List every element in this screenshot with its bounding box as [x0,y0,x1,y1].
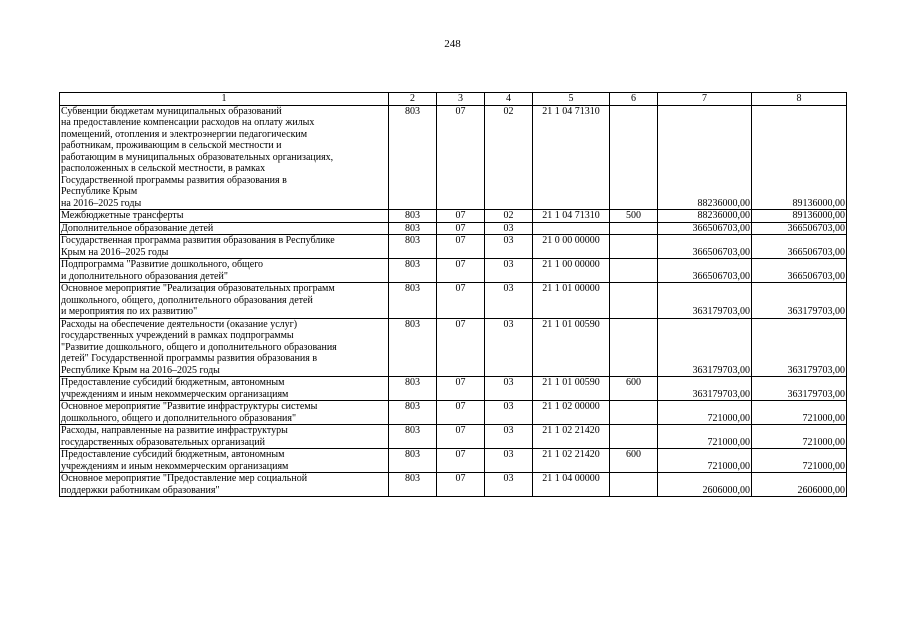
grbs-code-cell: 803 [389,105,437,210]
target-article-cell: 21 0 00 00000 [533,235,610,259]
subsection-code-cell: 03 [485,449,533,473]
row-name-cell [60,318,389,377]
subsection-code-cell: 02 [485,105,533,210]
section-code-cell: 07 [437,473,485,497]
target-article-cell: 21 1 02 00000 [533,401,610,425]
row-name-cell [60,377,389,401]
amount-year1-cell: 366506703,00 [658,235,752,259]
table-row [60,222,847,235]
table-row [60,318,847,377]
target-article-cell: 21 1 04 71310 [533,210,610,223]
section-code-cell: 07 [437,425,485,449]
expense-type-cell: 600 [610,377,658,401]
grbs-code-cell: 803 [389,401,437,425]
row-name-cell [60,473,389,497]
section-code-cell: 07 [437,210,485,223]
table-header-row [60,93,847,106]
table-row [60,401,847,425]
target-article-cell: 21 1 00 00000 [533,259,610,283]
row-name-cell [60,235,389,259]
expense-type-cell [610,235,658,259]
section-code-cell: 07 [437,449,485,473]
grbs-code-cell: 803 [389,473,437,497]
subsection-code-cell: 03 [485,425,533,449]
amount-year1-cell: 88236000,00 [658,105,752,210]
target-article-cell: 21 1 04 00000 [533,473,610,497]
row-name-text: Основное мероприятие "Предоставление мер социальной поддержки работникам образования" [61,473,308,496]
expense-type-cell: 500 [610,210,658,223]
grbs-code-cell: 803 [389,210,437,223]
header-cell: 3 [437,93,485,106]
row-name-text: Субвенции бюджетам муниципальных образований на предоставление компенсации расходов на оплату жилых помещений, отопления и электроэнергии педагогическим работникам, проживающим в сельской местности и работающим в муниципальных образовательных организациях, расположенных в сельской местности, в рамках Государственной программы развития образования в Республике Крым на 2016–2025 годы [61,105,334,209]
row-name-cell [60,222,389,235]
row-name-text: Основное мероприятие "Развитие инфраструктуры системы дошкольного, общего и дополнительного образования" [61,401,318,424]
page-number: 248 [444,38,461,50]
section-code-cell: 07 [437,235,485,259]
subsection-code-cell: 03 [485,473,533,497]
row-name-cell [60,401,389,425]
expense-type-cell [610,259,658,283]
target-article-cell: 21 1 01 00000 [533,283,610,319]
expense-type-cell [610,222,658,235]
row-name-cell [60,259,389,283]
section-code-cell: 07 [437,318,485,377]
row-name-text: Подпрограмма "Развитие дошкольного, общего и дополнительного образования детей" [61,259,264,282]
header-cell: 7 [658,93,752,106]
header-cell: 8 [752,93,847,106]
header-cell: 5 [533,93,610,106]
row-name-text: Предоставление субсидий бюджетным, автономным учреждениям и иным некоммерческим организациям [61,377,289,400]
amount-year2-cell: 2606000,00 [752,473,847,497]
row-name-text: Межбюджетные трансферты [61,210,184,221]
table-row [60,210,847,223]
row-name-text: Предоставление субсидий бюджетным, автономным учреждениям и иным некоммерческим организациям [61,449,289,472]
row-name-cell [60,283,389,319]
table-row [60,449,847,473]
amount-year2-cell: 89136000,00 [752,105,847,210]
budget-table [59,92,847,497]
row-name-text: Основное мероприятие "Реализация образовательных программ дошкольного, общего, дополнительного образования детей и мероприятия по их развитию" [61,283,335,317]
expense-type-cell [610,105,658,210]
grbs-code-cell: 803 [389,259,437,283]
row-name-text: Расходы на обеспечение деятельности (оказание услуг) государственных учреждений в рамках подпрограммы "Развитие дошкольного, общего и дополнительного образования детей" Государственной программы развития образования в Республике Крым на 2016–2025 годы [61,318,337,376]
amount-year1-cell: 363179703,00 [658,283,752,319]
row-name-cell [60,449,389,473]
grbs-code-cell: 803 [389,377,437,401]
section-code-cell: 07 [437,105,485,210]
subsection-code-cell: 03 [485,283,533,319]
amount-year1-cell: 721000,00 [658,449,752,473]
amount-year2-cell: 366506703,00 [752,259,847,283]
subsection-code-cell: 03 [485,401,533,425]
expense-type-cell [610,425,658,449]
amount-year2-cell: 363179703,00 [752,377,847,401]
section-code-cell: 07 [437,283,485,319]
table-row [60,235,847,259]
row-name-cell [60,210,389,223]
subsection-code-cell: 03 [485,377,533,401]
expense-type-cell [610,401,658,425]
amount-year1-cell: 721000,00 [658,425,752,449]
row-name-text: Государственная программа развития образования в Республике Крым на 2016–2025 годы [61,235,335,258]
row-name-text: Дополнительное образование детей [61,222,214,234]
target-article-cell: 21 1 01 00590 [533,318,610,377]
row-name-cell [60,105,389,210]
amount-year1-cell: 366506703,00 [658,222,752,235]
amount-year2-cell: 721000,00 [752,401,847,425]
amount-year2-cell: 366506703,00 [752,235,847,259]
row-name-text: Расходы, направленные на развитие инфраструктуры государственных образовательных организаций [61,425,288,448]
expense-type-cell [610,473,658,497]
grbs-code-cell: 803 [389,318,437,377]
target-article-cell: 21 1 01 00590 [533,377,610,401]
table-row [60,283,847,319]
section-code-cell: 07 [437,259,485,283]
header-cell: 4 [485,93,533,106]
amount-year2-cell: 363179703,00 [752,283,847,319]
amount-year2-cell: 89136000,00 [752,210,847,223]
section-code-cell: 07 [437,401,485,425]
target-article-cell: 21 1 02 21420 [533,425,610,449]
table-row [60,377,847,401]
expense-type-cell [610,318,658,377]
table-row [60,425,847,449]
subsection-code-cell: 03 [485,259,533,283]
amount-year2-cell: 721000,00 [752,425,847,449]
row-name-cell [60,425,389,449]
amount-year1-cell: 363179703,00 [658,377,752,401]
amount-year1-cell: 2606000,00 [658,473,752,497]
section-code-cell: 07 [437,377,485,401]
target-article-cell: 21 1 02 21420 [533,449,610,473]
header-cell: 6 [610,93,658,106]
amount-year2-cell: 721000,00 [752,449,847,473]
subsection-code-cell: 03 [485,235,533,259]
section-code-cell: 07 [437,222,485,235]
grbs-code-cell: 803 [389,235,437,259]
grbs-code-cell: 803 [389,283,437,319]
expense-type-cell: 600 [610,449,658,473]
amount-year1-cell: 363179703,00 [658,318,752,377]
target-article-cell: 21 1 04 71310 [533,105,610,210]
amount-year1-cell: 366506703,00 [658,259,752,283]
amount-year1-cell: 721000,00 [658,401,752,425]
header-cell: 1 [60,93,389,106]
grbs-code-cell: 803 [389,222,437,235]
table-row [60,259,847,283]
target-article-cell [533,222,610,235]
grbs-code-cell: 803 [389,449,437,473]
grbs-code-cell: 803 [389,425,437,449]
amount-year1-cell: 88236000,00 [658,210,752,223]
amount-year2-cell: 363179703,00 [752,318,847,377]
subsection-code-cell: 02 [485,210,533,223]
header-cell: 2 [389,93,437,106]
table-row [60,105,847,210]
expense-type-cell [610,283,658,319]
subsection-code-cell: 03 [485,222,533,235]
table-row [60,473,847,497]
amount-year2-cell: 366506703,00 [752,222,847,235]
subsection-code-cell: 03 [485,318,533,377]
